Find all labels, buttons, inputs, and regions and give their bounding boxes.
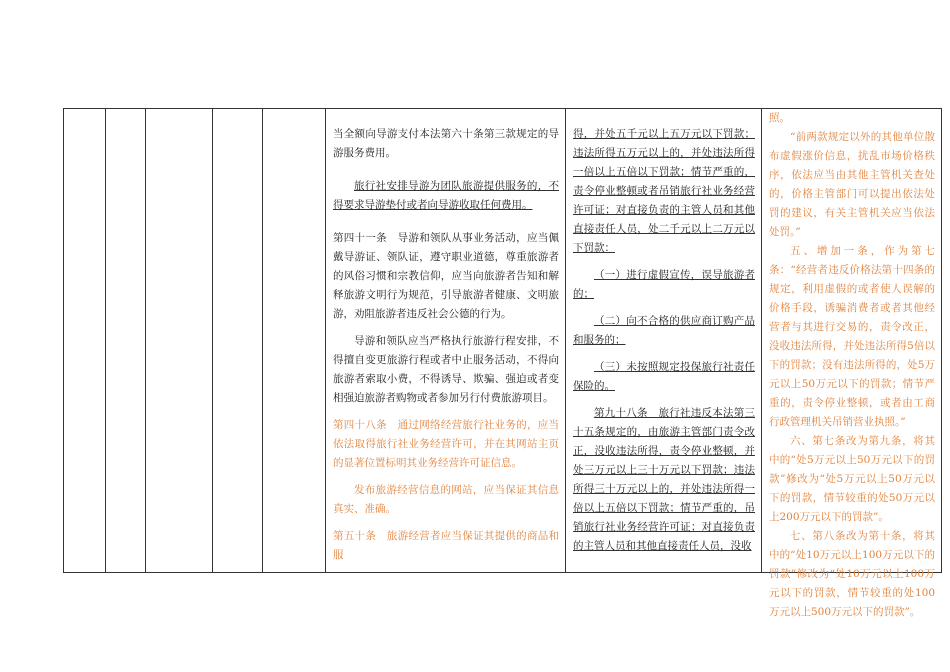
amendment-paragraph: “前两款规定以外的其他单位散布虚假涨价信息，扰乱市场价格秩序，依法应当由其他主管机关查处的，价格主管部门可以提出依法处罚的建议，有关主管机关应当依法处罚。” (769, 131, 935, 238)
amendment-item-7: 七、第八条改为第十条，将其中的“处10万元以上100万元以下的罚款”修改为“处10万元以上100万元以下的罚款，情节较重的处100万元以上500万元以下的罚款”。 (769, 530, 935, 618)
law-text-cell (326, 109, 566, 573)
law-article-41: 第四十一条 导游和领队从事业务活动，应当佩戴导游证、领队证，遵守职业道德，尊重旅游者的风俗习惯和宗教信仰，应当向旅游者告知和解释旅游文明行为规范，引导旅游者健康、文明旅游，劝阻旅游者违反社会公德的行为。 (333, 232, 559, 320)
penalty-item-3: （三）未按照规定投保旅行社责任保险的。 (573, 361, 755, 392)
amendment-text-cell (762, 109, 942, 618)
empty-cell-1 (64, 109, 106, 573)
empty-cell-2 (106, 109, 146, 573)
empty-cell-4 (213, 109, 263, 573)
amendment-item-5: 五、增加一条，作为第七条：“经营者违反价格法第十四条的规定，利用虚假的或者使人误解的价格手段，诱骗消费者或者其他经营者与其进行交易的，责令改正，没收违法所得，并处违法所得5倍以下的罚款；没有违法所得的，处5万元以上50万元以下的罚款；情节严重的，责令停业整顿，或者由工商行政管理机关吊销营业执照。” (769, 245, 935, 428)
penalty-item-1: （一）进行虚假宣传，误导旅游者的； (573, 269, 755, 300)
law-article-50: 第五十条 旅游经营者应当保证其提供的商品和服 (333, 530, 559, 561)
empty-cell-3 (146, 109, 213, 573)
penalty-paragraph: 得，并处五千元以上五万元以下罚款；违法所得五万元以上的，并处违法所得一倍以上五倍以下罚款；情节严重的，责令停业整顿或者吊销旅行社业务经营许可证；对直接负责的主管人员和其他直接责任人员，处二千元以上二万元以下罚款： (573, 128, 755, 254)
law-article-48: 第四十八条 通过网络经营旅行社业务的，应当依法取得旅行社业务经营许可，并在其网站主页的显著位置标明其业务经营许可证信息。 (333, 419, 559, 469)
empty-cell-5 (263, 109, 326, 573)
penalty-item-2: （二）向不合格的供应商订购产品和服务的； (573, 315, 755, 346)
comparison-table (63, 108, 942, 618)
penalty-article-98: 第九十八条 旅行社违反本法第三十五条规定的，由旅游主管部门责令改正，没收违法所得，责令停业整顿，并处三万元以上三十万元以下罚款；违法所得三十万元以上的，并处违法所得一倍以上五倍以下罚款；情节严重的，吊销旅行社业务经营许可证；对直接负责的主管人员和其他直接责任人员，没收 (573, 407, 755, 552)
penalty-text-cell (566, 109, 762, 573)
law-paragraph-amended: 发布旅游经营信息的网站，应当保证其信息真实、准确。 (333, 484, 559, 515)
law-paragraph: 导游和领队应当严格执行旅游行程安排，不得擅自变更旅游行程或者中止服务活动，不得向旅游者索取小费，不得诱导、欺骗、强迫或者变相强迫旅游者购物或者参加另行付费旅游项目。 (333, 335, 559, 404)
law-paragraph: 当全额向导游支付本法第六十条第三款规定的导游服务费用。 (333, 128, 559, 159)
law-paragraph-deleted: 旅行社安排导游为团队旅游提供服务的，不得要求导游垫付或者向导游收取任何费用。 (333, 180, 559, 211)
amendment-paragraph: 照。 (769, 112, 790, 124)
amendment-item-6: 六、第七条改为第九条，将其中的“处5万元以上50万元以下的罚款”修改为“处5万元以上50万元以下的罚款，情节较重的处50万元以上200万元以下的罚款”。 (769, 435, 935, 523)
table-row (64, 109, 942, 573)
